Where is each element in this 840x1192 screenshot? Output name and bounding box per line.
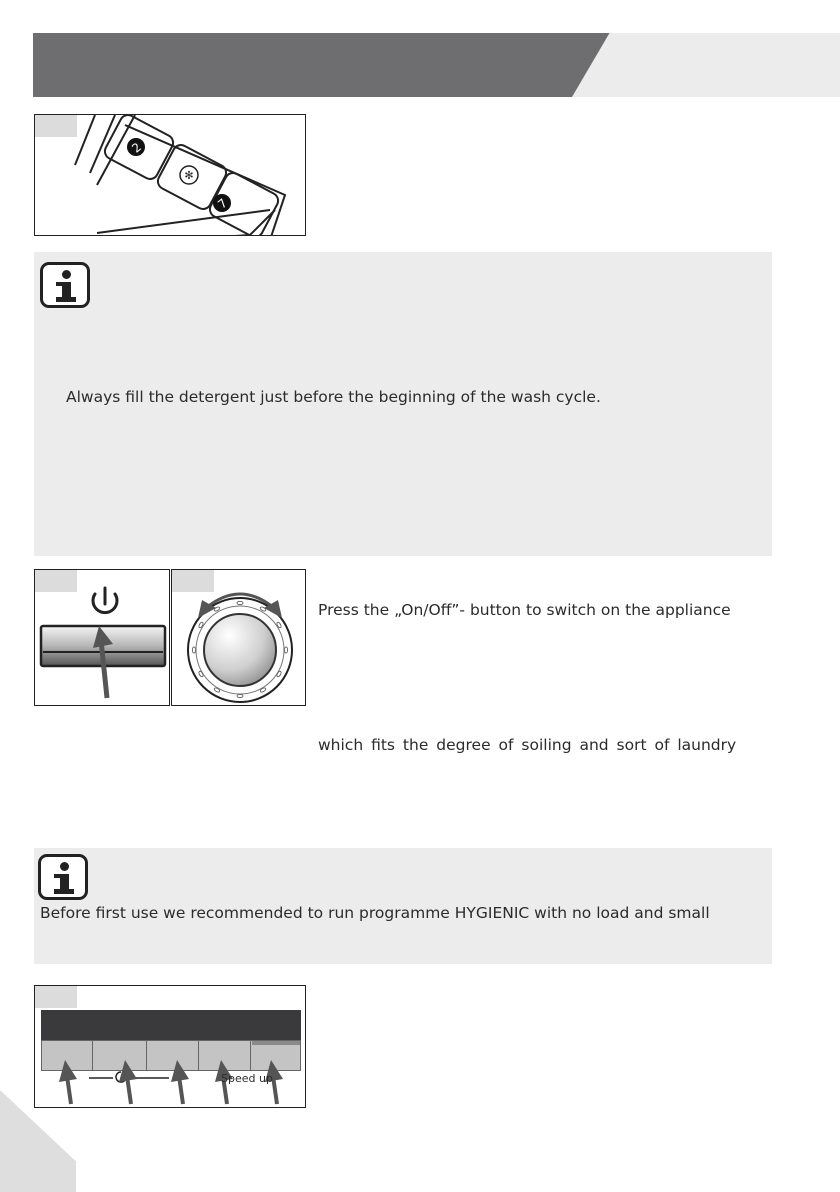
figure-tag <box>35 115 77 137</box>
section-header-tab <box>572 33 840 97</box>
svg-text:✻: ✻ <box>184 169 194 182</box>
figure-programme-dial <box>171 569 306 706</box>
display-arrows <box>35 986 306 1108</box>
figure-display-panel <box>34 985 306 1108</box>
info-icon <box>40 262 90 308</box>
detergent-tip-text: Always fill the detergent just before the beginning of the wash cycle. <box>66 388 601 406</box>
svg-text:7: 7 <box>215 195 231 212</box>
info-note-detergent <box>34 252 772 556</box>
section-header-bar <box>33 33 613 97</box>
select-programme-instruction: which fits the degree of soiling and sort of laundry <box>318 736 737 754</box>
figure-tag <box>35 570 77 592</box>
info-icon <box>38 854 88 900</box>
speed-up-label: Speed up <box>221 1072 273 1085</box>
info-note-first-use <box>34 848 772 964</box>
switch-on-instruction: Press the „On/Off”- button to switch on the appliance <box>318 601 731 619</box>
figure-detergent-drawer <box>34 114 306 236</box>
svg-text:2: 2 <box>129 139 145 156</box>
figure-tag <box>172 570 214 592</box>
first-use-tip-text: Before first use we recommended to run programme HYGIENIC with no load and small <box>40 904 710 922</box>
figure-power-button <box>34 569 170 706</box>
